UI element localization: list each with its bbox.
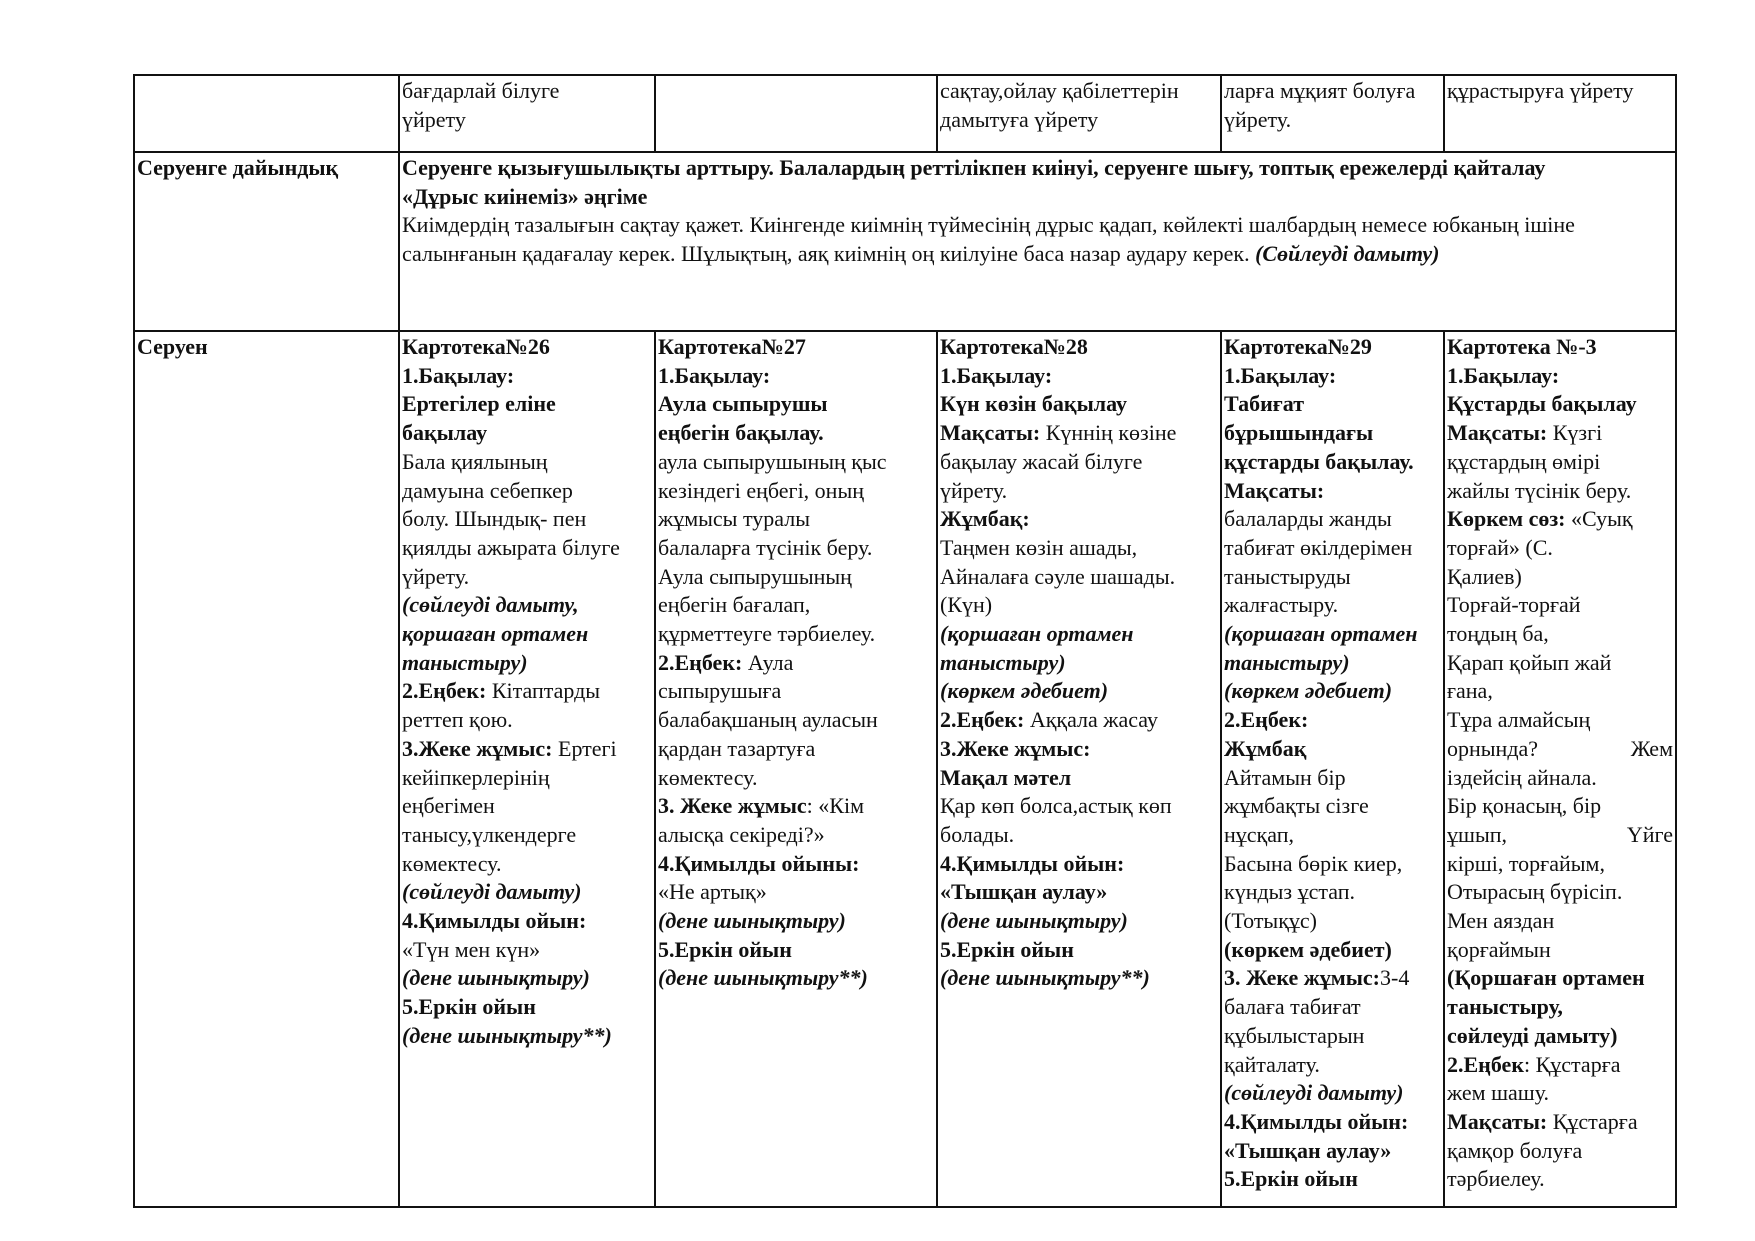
walk-column-4 [1221, 331, 1444, 1207]
walk-line: балаларға түсінік беру. [658, 534, 873, 560]
walk-line [658, 792, 934, 821]
walk-line [1447, 1051, 1673, 1080]
walk-line: Мақал мәтел [940, 764, 1072, 790]
walk-line: еңбегін бақылау. [658, 420, 824, 446]
walk-line-keyword: 3. Жеке жұмыс [658, 793, 807, 819]
text-line: үйрету. [1224, 106, 1292, 132]
walk-preparation-row [134, 152, 1676, 331]
walk-line: орнында? Жем [1447, 735, 1673, 761]
walk-line-rest: 3-4 [1380, 965, 1410, 991]
walk-line: Картотека№29 [1224, 334, 1372, 359]
walk-line-rest: : «Кім [806, 793, 864, 819]
walk-line: 2.Еңбек: [1224, 707, 1309, 733]
continuation-cell-3 [937, 75, 1221, 152]
walk-line: сыпырушыға [658, 678, 782, 704]
walk-line: еңбегін бағалап, [658, 592, 811, 618]
walk-line: (Қоршаған ортамен [1447, 965, 1645, 991]
continuation-cell-1 [399, 75, 655, 152]
walk-line: Отырасың бүрісіп. [1447, 879, 1623, 905]
walk-line: құрметтеуге тәрбиелеу. [658, 621, 876, 647]
walk-line: Басына бөрік киер, [1224, 850, 1403, 876]
walk-line: (дене шынықтыру**) [658, 965, 868, 991]
walk-line: Күн көзін бақылау [940, 391, 1128, 417]
walk-line-rest: : Құстарға [1524, 1051, 1621, 1077]
walk-line: қардан тазартуға [658, 735, 816, 761]
continuation-cell-4 [1221, 75, 1444, 152]
walk-row [134, 331, 1676, 1207]
walk-line: жұмбақты сізге [1224, 793, 1369, 819]
walk-line: қорғаймын [1447, 936, 1551, 962]
preparation-note: (Сөйлеуді дамыту) [1255, 241, 1440, 267]
walk-line: 4.Қимылды ойын: [940, 850, 1125, 876]
walk-line: Жұмбақ: [940, 506, 1030, 532]
text-line: сақтау,ойлау қабілеттерін [940, 78, 1179, 103]
walk-line: «Түн мен күн» [402, 936, 541, 962]
walk-line: Айналаға сәуле шашады. [940, 563, 1176, 589]
walk-line: (дене шынықтыру) [402, 965, 590, 991]
walk-line: Жұмбақ [1224, 735, 1307, 761]
walk-line: балаларды жанды [1224, 506, 1392, 532]
preparation-text: Киімдердің тазалығын сақтау қажет. Киінгенде киімнің түймесінің дұрыс қадап, көйлекті шалбардың немесе юбканың ішіне салынғанын қадағалау керек. Шұлықтың, аяқ киімнің оң киілуіне баса назар аудару керек. [402, 212, 1575, 267]
walk-line: реттеп қою. [402, 707, 513, 733]
walk-line: Картотека№26 [402, 334, 550, 359]
walk-line-rest: Кітаптарды [486, 678, 601, 704]
walk-line: кірші, торғайым, [1447, 850, 1605, 876]
walk-line: күндыз ұстап. [1224, 879, 1356, 905]
walk-line: «Тышқан аулау» [1224, 1137, 1392, 1163]
walk-line: нұсқап, [1224, 821, 1294, 847]
walk-line: Картотека №-3 [1447, 334, 1597, 359]
walk-line: (дене шынықтыру) [940, 908, 1128, 934]
walk-line: көмектесу. [402, 850, 502, 876]
preparation-subheading: «Дұрыс киінеміз» әңгіме [402, 183, 648, 209]
walk-line: жайлы түсінік беру. [1447, 477, 1632, 503]
walk-line: Ертегілер еліне [402, 391, 556, 417]
walk-line: Картотека№27 [658, 334, 806, 359]
walk-line [658, 649, 934, 678]
walk-line: таныстыру, [1447, 994, 1563, 1020]
walk-line: 5.Еркін ойын [658, 936, 792, 962]
walk-line: ұшып, Үйге [1447, 821, 1673, 847]
walk-line [940, 419, 1218, 448]
walk-line-keyword: 3. Жеке жұмыс: [1224, 965, 1380, 991]
walk-line-keyword: Мақсаты: [1447, 1108, 1548, 1134]
walk-line: тоңдың ба, [1447, 621, 1549, 647]
walk-line: қайталату. [1224, 1051, 1320, 1077]
walk-line: Құстарды бақылау [1447, 391, 1637, 417]
walk-column-5 [1444, 331, 1676, 1207]
text-line: дамытуға үйрету [940, 106, 1099, 132]
walk-line: жалғастыру. [1224, 592, 1339, 618]
walk-line: Бір қонасың, бір [1447, 793, 1602, 819]
walk-line: (Күн) [940, 592, 993, 618]
walk-line: (көркем әдебиет) [1224, 936, 1392, 962]
walk-line [1447, 505, 1673, 534]
walk-column-3 [937, 331, 1221, 1207]
walk-line: Аула сыпырушының [658, 563, 852, 589]
walk-line: Табиғат [1224, 391, 1305, 417]
walk-line: (сөйлеуді дамыту) [1224, 1080, 1404, 1106]
daily-plan-table [133, 74, 1677, 1208]
walk-line: бұрышындағы [1224, 420, 1374, 446]
continuation-cell-2 [655, 75, 937, 152]
walk-line [940, 706, 1218, 735]
walk-line: үйрету. [402, 563, 470, 589]
walk-line-keyword: 2.Еңбек: [658, 649, 743, 675]
walk-line: (сөйлеуді дамыту, [402, 592, 579, 618]
text-line: бағдарлай білуге [402, 78, 560, 103]
walk-line: кейіпкерлерінің [402, 764, 550, 790]
walk-line: үйрету. [940, 477, 1008, 503]
walk-line [402, 735, 652, 764]
walk-line: аула сыпырушының қыс [658, 448, 887, 474]
walk-line: дамуына себепкер [402, 477, 573, 503]
walk-line-rest: Құстарға [1547, 1108, 1638, 1134]
row-label-empty [134, 75, 399, 152]
walk-line: (дене шынықтыру) [658, 908, 846, 934]
walk-line: көмектесу. [658, 764, 758, 790]
walk-line: жем шашу. [1447, 1080, 1550, 1106]
walk-line: 5.Еркін ойын [940, 936, 1074, 962]
walk-line: (көркем әдебиет) [940, 678, 1109, 704]
preparation-text-block [402, 211, 1673, 268]
text-line: үйрету [402, 106, 466, 132]
walk-line: Мақсаты: [1224, 477, 1325, 503]
walk-line: танысу,үлкендерге [402, 821, 577, 847]
walk-line: балабақшаның ауласын [658, 707, 878, 733]
walk-line: 5.Еркін ойын [1224, 1166, 1358, 1192]
walk-line-rest: Ертегі [552, 735, 617, 761]
walk-line: табиғат өкілдерімен [1224, 534, 1413, 560]
walk-line-rest: Күзгі [1547, 420, 1603, 446]
walk-line: таныстыру) [402, 649, 528, 675]
walk-line: Мен аяздан [1447, 908, 1555, 934]
walk-line: құстардың өмірі [1447, 448, 1601, 474]
walk-line: Торғай-торғай [1447, 592, 1581, 618]
walk-line: торғай» (С. [1447, 534, 1553, 560]
row-label-walk: Серуен [134, 331, 399, 1207]
walk-line: «Не артық» [658, 879, 767, 905]
walk-line: 1.Бақылау: [658, 362, 771, 388]
walk-line: 1.Бақылау: [402, 362, 515, 388]
walk-line-rest: Аққала жасау [1024, 707, 1158, 733]
walk-line: 4.Қимылды ойын: [1224, 1108, 1409, 1134]
walk-line: бақылау [402, 420, 488, 446]
walk-line [1224, 964, 1441, 993]
walk-line: тәрбиелеу. [1447, 1166, 1545, 1192]
walk-line: (дене шынықтыру**) [402, 1022, 612, 1048]
walk-line: ғана, [1447, 678, 1493, 704]
walk-line: 1.Бақылау: [1447, 362, 1560, 388]
walk-preparation-content [399, 152, 1676, 331]
walk-line: Айтамын бір [1224, 764, 1346, 790]
continuation-cell-5 [1444, 75, 1676, 152]
walk-line: іздейсің айнала. [1447, 764, 1597, 790]
walk-line: болу. Шындық- пен [402, 506, 587, 532]
walk-line: құстарды бақылау. [1224, 448, 1414, 474]
walk-line: Қалиев) [1447, 563, 1522, 589]
walk-line: (дене шынықтыру**) [940, 965, 1150, 991]
walk-line: 5.Еркін ойын [402, 994, 536, 1020]
walk-line [1447, 419, 1673, 448]
continuation-row [134, 75, 1676, 152]
walk-line: балаға табиғат [1224, 994, 1361, 1020]
walk-line-rest: «Суық [1565, 506, 1633, 532]
walk-line: таныстыру) [940, 649, 1066, 675]
walk-column-2 [655, 331, 937, 1207]
walk-line: болады. [940, 821, 1015, 847]
walk-line: таныстыру) [1224, 649, 1350, 675]
walk-line: 1.Бақылау: [1224, 362, 1337, 388]
walk-line-keyword: 2.Еңбек: [940, 707, 1025, 733]
walk-line: Тұра алмайсың [1447, 707, 1591, 733]
walk-line: 4.Қимылды ойын: [402, 908, 587, 934]
walk-line: алысқа секіреді?» [658, 821, 825, 847]
walk-line-rest: Күннің көзіне [1040, 420, 1177, 446]
walk-line: Аула сыпырушы [658, 391, 828, 417]
walk-line: бақылау жасай білуге [940, 448, 1143, 474]
walk-line: жұмысы туралы [658, 506, 810, 532]
walk-line: (Тотықұс) [1224, 908, 1317, 934]
walk-line: 4.Қимылды ойыны: [658, 850, 860, 876]
walk-line: 3.Жеке жұмыс: [940, 735, 1091, 761]
walk-line-keyword: 3.Жеке жұмыс: [402, 735, 553, 761]
walk-line: сөйлеуді дамыту) [1447, 1022, 1618, 1048]
walk-line [1447, 1108, 1673, 1137]
walk-line-keyword: Көркем сөз: [1447, 506, 1566, 532]
walk-line: кезіндегі еңбегі, оның [658, 477, 865, 503]
walk-line-keyword: 2.Еңбек [1447, 1051, 1524, 1077]
walk-line [402, 677, 652, 706]
walk-line: (көркем әдебиет) [1224, 678, 1393, 704]
walk-line: таныстыруды [1224, 563, 1351, 589]
walk-line-keyword: Мақсаты: [940, 420, 1041, 446]
text-line: құрастыруға үйрету [1447, 78, 1634, 103]
walk-line: Қарап қойып жай [1447, 649, 1612, 675]
walk-line: «Тышқан аулау» [940, 879, 1108, 905]
preparation-heading: Серуенге қызығушылықты арттыру. Балалардың реттілікпен киінуі, серуенге шығу, топтық ережелерді қайталау [402, 155, 1546, 180]
text-line: ларға мұқият болуға [1224, 78, 1416, 103]
walk-line: (қоршаған ортамен [940, 621, 1134, 647]
walk-line: Картотека№28 [940, 334, 1088, 359]
walk-column-1 [399, 331, 655, 1207]
walk-line-keyword: Мақсаты: [1447, 420, 1548, 446]
walk-line: (сөйлеуді дамыту) [402, 879, 582, 905]
walk-line: қиялды ажырата білуге [402, 534, 620, 560]
walk-line: қоршаған ортамен [402, 621, 589, 647]
walk-line: қамқор болуға [1447, 1137, 1583, 1163]
walk-line: 1.Бақылау: [940, 362, 1053, 388]
walk-line: Таңмен көзін ашады, [940, 534, 1138, 560]
row-label-walk-preparation: Серуенге дайындық [134, 152, 399, 331]
walk-line: Қар көп болса,астық көп [940, 793, 1172, 819]
walk-line-keyword: 2.Еңбек: [402, 678, 487, 704]
walk-line: (қоршаған ортамен [1224, 621, 1418, 647]
walk-line-rest: Аула [742, 649, 794, 675]
walk-line: құбылыстарын [1224, 1022, 1365, 1048]
walk-line: еңбегімен [402, 793, 495, 819]
walk-line: Бала қиялының [402, 448, 548, 474]
